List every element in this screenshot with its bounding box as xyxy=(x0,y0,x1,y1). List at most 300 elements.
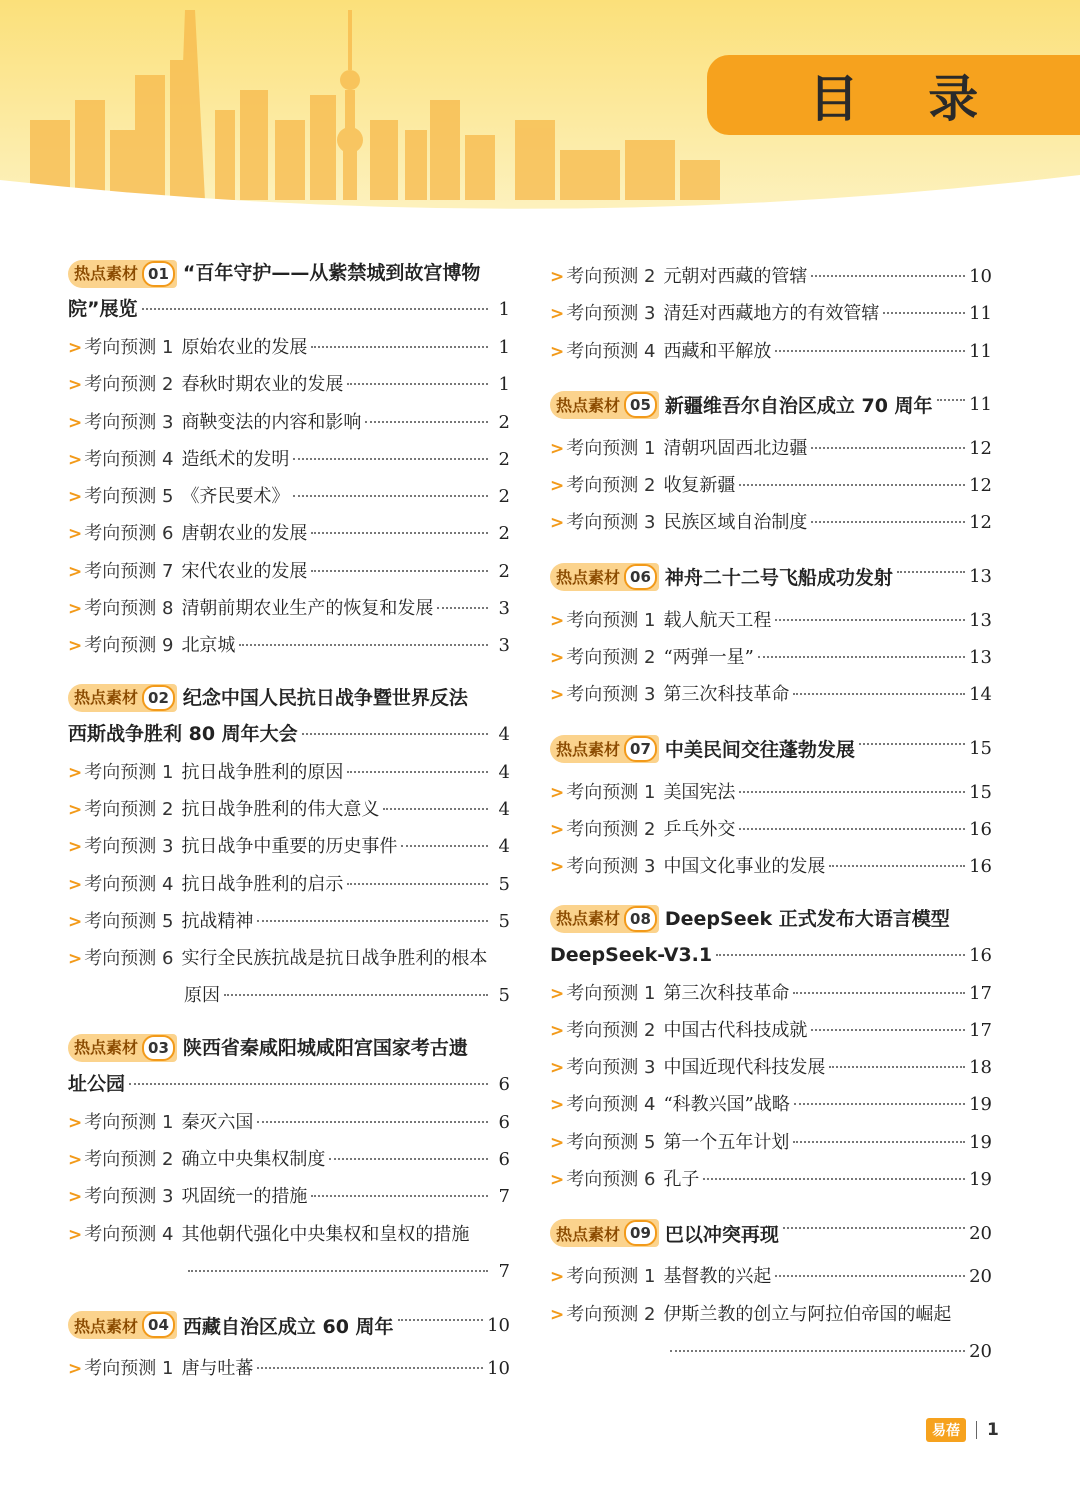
chevron-right-icon: > xyxy=(68,636,83,657)
chevron-right-icon: > xyxy=(550,685,565,706)
section-title-line1: 纪念中国人民抗日战争暨世界反法 xyxy=(182,686,468,709)
section-title-line1: 中美民间交往蓬勃发展 xyxy=(664,739,855,762)
entry-label: 考向预测 2 xyxy=(566,1019,656,1041)
entry-text: 北京城 xyxy=(181,635,236,657)
entry-text: 基督教的兴起 xyxy=(663,1266,772,1288)
entry-page: 16 xyxy=(969,856,992,878)
toc-entry[interactable] xyxy=(550,467,992,504)
entry-label: 考向预测 3 xyxy=(84,836,174,858)
hot-material-tag xyxy=(550,1219,659,1247)
entry-label: 考向预测 1 xyxy=(84,1111,174,1133)
tag-label: 热点素材 xyxy=(556,909,621,929)
section-title-cont[interactable] xyxy=(68,294,510,325)
toc-section xyxy=(550,388,992,542)
tag-number: 01 xyxy=(142,261,175,287)
tag-label: 热点素材 xyxy=(556,1224,621,1244)
toc-entry[interactable] xyxy=(68,1104,510,1141)
entry-page: 19 xyxy=(969,1131,992,1153)
entry-page: 4 xyxy=(498,798,510,820)
entry-label: 考向预测 3 xyxy=(566,512,656,534)
leader-dots xyxy=(293,458,488,460)
toc-entry[interactable] xyxy=(68,478,510,515)
leader-dots xyxy=(129,1083,488,1085)
entry-text: 伊斯兰教的创立与阿拉伯帝国的崛起 xyxy=(663,1303,952,1325)
leader-dots xyxy=(703,1178,965,1180)
entry-text: 清朝巩固西北边疆 xyxy=(663,437,808,459)
entry-page: 12 xyxy=(969,475,992,497)
entry-label: 考向预测 1 xyxy=(84,761,174,783)
entry-page: 4 xyxy=(498,836,510,858)
entry-text: 元朝对西藏的管辖 xyxy=(663,266,808,287)
toc-entry[interactable] xyxy=(550,811,992,848)
entry-label: 考向预测 1 xyxy=(566,781,656,803)
entry-text: 春秋时期农业的发展 xyxy=(181,374,344,396)
tag-number: 09 xyxy=(624,1220,657,1246)
tag-label: 热点素材 xyxy=(556,396,621,416)
entry-text: 中国文化事业的发展 xyxy=(663,856,826,878)
entry-page: 6 xyxy=(498,1111,510,1133)
entry-page: 16 xyxy=(969,818,992,840)
entry-text: 清朝前期农业生产的恢复和发展 xyxy=(181,598,434,620)
section-title[interactable] xyxy=(68,1033,510,1063)
entry-label: 考向预测 5 xyxy=(84,486,174,508)
entry-page: 11 xyxy=(969,303,992,325)
leader-dots xyxy=(311,570,488,572)
toc-entry[interactable] xyxy=(550,333,992,370)
entry-page: 7 xyxy=(498,1186,510,1208)
toc-entry[interactable] xyxy=(550,1161,992,1198)
entry-label: 考向预测 2 xyxy=(566,266,656,287)
toc-entry[interactable] xyxy=(550,602,992,639)
toc-entry[interactable] xyxy=(68,791,510,828)
toc-entry[interactable] xyxy=(550,1258,992,1295)
entry-label: 考向预测 3 xyxy=(566,1057,656,1079)
entry-text: 第一个五年计划 xyxy=(663,1131,790,1153)
entry-page: 13 xyxy=(969,609,992,631)
chevron-right-icon: > xyxy=(550,1095,565,1116)
toc-section xyxy=(550,732,992,886)
chevron-right-icon: > xyxy=(68,1112,83,1133)
entry-text: 唐与吐蕃 xyxy=(181,1358,254,1380)
leader-dots xyxy=(829,865,965,867)
chevron-right-icon: > xyxy=(550,476,565,497)
leader-dots xyxy=(383,808,488,810)
leader-dots xyxy=(793,992,965,994)
leader-dots xyxy=(347,883,488,885)
title-box xyxy=(707,55,1080,135)
leader-dots xyxy=(739,828,965,830)
entry-label: 考向预测 3 xyxy=(566,303,656,325)
section-title-line1: 神舟二十二号飞船成功发射 xyxy=(664,567,893,590)
chevron-right-icon: > xyxy=(550,438,565,459)
leader-dots xyxy=(794,1103,965,1105)
entry-text: 载人航天工程 xyxy=(663,609,772,631)
entry-page: 18 xyxy=(969,1057,992,1079)
section-title[interactable] xyxy=(550,904,992,934)
entry-text: “两弹一星” xyxy=(663,647,754,669)
entry-label: 考向预测 2 xyxy=(84,798,174,820)
section-title-line2: 院”展览 xyxy=(68,298,138,320)
chevron-right-icon: > xyxy=(550,341,565,362)
entry-label: 考向预测 8 xyxy=(84,598,174,620)
toc-entry[interactable] xyxy=(550,430,992,467)
toc-section xyxy=(68,1033,510,1290)
entry-page: 20 xyxy=(969,1266,992,1288)
toc-entry[interactable] xyxy=(550,1049,992,1086)
toc-section xyxy=(550,904,992,1199)
tag-label: 热点素材 xyxy=(74,263,139,283)
entry-text: 唐朝农业的发展 xyxy=(181,523,308,545)
entry-page: 19 xyxy=(969,1169,992,1191)
chevron-right-icon: > xyxy=(68,837,83,858)
entry-text: 清廷对西藏地方的有效管辖 xyxy=(663,303,880,325)
leader-dots xyxy=(937,399,966,401)
entry-page: 2 xyxy=(498,448,510,470)
section-title[interactable] xyxy=(550,388,992,422)
toc-entry[interactable] xyxy=(550,1124,992,1161)
footer-divider xyxy=(976,1421,977,1439)
brand-logo: 易蓓 xyxy=(926,1418,966,1442)
entry-label: 考向预测 4 xyxy=(566,340,656,362)
leader-dots xyxy=(883,312,965,314)
chevron-right-icon: > xyxy=(68,911,83,932)
entry-label: 考向预测 9 xyxy=(84,635,174,657)
toc-entry-cont[interactable] xyxy=(68,977,510,1014)
toc-entry[interactable] xyxy=(68,553,510,590)
chevron-right-icon: > xyxy=(68,1359,83,1380)
section-title-line2: 西斯战争胜利 80 周年大会 xyxy=(68,722,298,745)
chevron-right-icon: > xyxy=(68,599,83,620)
chevron-right-icon: > xyxy=(68,487,83,508)
entry-label: 考向预测 3 xyxy=(566,856,656,878)
toc-entry[interactable] xyxy=(68,1350,510,1387)
section-title-cont[interactable] xyxy=(68,719,510,750)
leader-dots xyxy=(793,1141,965,1143)
chevron-right-icon: > xyxy=(68,561,83,582)
toc-entry[interactable] xyxy=(68,866,510,903)
entry-text: 抗日战争胜利的伟大意义 xyxy=(181,798,380,820)
entry-page: 2 xyxy=(498,523,510,545)
entry-text: 乒乓外交 xyxy=(663,818,736,840)
leader-dots xyxy=(783,1227,965,1229)
leader-dots xyxy=(347,771,488,773)
section-title-line1: 新疆维吾尔自治区成立 70 周年 xyxy=(664,395,933,418)
entry-label: 考向预测 1 xyxy=(566,609,656,631)
entry-text: 抗日战争胜利的启示 xyxy=(181,873,344,895)
toc-entry[interactable] xyxy=(550,639,992,676)
entry-text: 孔子 xyxy=(663,1169,700,1191)
entry-label: 考向预测 1 xyxy=(566,437,656,459)
section-page: 4 xyxy=(498,723,510,745)
entry-text: 美国宪法 xyxy=(663,781,736,803)
entry-text: 巩固统一的措施 xyxy=(181,1186,308,1208)
tag-number: 07 xyxy=(624,736,657,762)
hot-material-tag xyxy=(68,1034,177,1062)
leader-dots xyxy=(775,619,965,621)
toc-entry[interactable] xyxy=(68,903,510,940)
leader-dots xyxy=(311,1195,488,1197)
entry-label: 考向预测 4 xyxy=(84,1223,174,1245)
section-title-line1: “百年守护——从紫禁城到故宫博物 xyxy=(182,262,481,284)
leader-dots xyxy=(257,920,488,922)
leader-dots xyxy=(188,1270,488,1272)
chevron-right-icon: > xyxy=(550,648,565,669)
chevron-right-icon: > xyxy=(550,782,565,803)
chevron-right-icon: > xyxy=(550,1132,565,1153)
leader-dots xyxy=(329,1158,488,1160)
leader-dots xyxy=(739,791,965,793)
toc-entry-cont[interactable] xyxy=(68,1253,510,1290)
chevron-right-icon: > xyxy=(68,524,83,545)
entry-page: 3 xyxy=(498,598,510,620)
entry-text: 收复新疆 xyxy=(663,475,736,497)
toc-entry[interactable] xyxy=(550,975,992,1012)
chevron-right-icon: > xyxy=(68,412,83,433)
chevron-right-icon: > xyxy=(68,1150,83,1171)
chevron-right-icon: > xyxy=(68,449,83,470)
toc-section xyxy=(550,560,992,714)
chevron-right-icon: > xyxy=(68,762,83,783)
chevron-right-icon: > xyxy=(68,1224,83,1245)
toc-entry[interactable] xyxy=(550,1296,992,1333)
entry-page: 5 xyxy=(498,873,510,895)
entry-text: 第三次科技革命 xyxy=(663,982,790,1004)
entry-page: 19 xyxy=(969,1094,992,1116)
section-title-line2: 址公园 xyxy=(68,1072,126,1095)
entry-page: 12 xyxy=(969,437,992,459)
hot-material-tag xyxy=(68,684,177,712)
entry-page: 1 xyxy=(498,374,510,396)
chevron-right-icon: > xyxy=(550,1058,565,1079)
entry-label: 考向预测 1 xyxy=(84,337,174,358)
entry-page: 2 xyxy=(498,486,510,508)
entry-page: 17 xyxy=(969,982,992,1004)
tag-label: 热点素材 xyxy=(74,1316,139,1336)
chevron-right-icon: > xyxy=(550,857,565,878)
section-page: 16 xyxy=(969,944,992,966)
entry-label: 考向预测 2 xyxy=(84,1149,174,1171)
entry-label: 考向预测 1 xyxy=(566,982,656,1004)
entry-text: 第三次科技革命 xyxy=(663,684,790,706)
entry-label: 考向预测 4 xyxy=(84,448,174,470)
section-page: 15 xyxy=(969,738,992,760)
tag-number: 02 xyxy=(142,685,175,711)
entry-text: 确立中央集权制度 xyxy=(181,1149,326,1171)
leader-dots xyxy=(347,383,488,385)
chevron-right-icon: > xyxy=(550,1020,565,1041)
entry-page: 1 xyxy=(498,337,510,358)
leader-dots xyxy=(811,275,965,277)
toc-section xyxy=(550,1216,992,1370)
leader-dots xyxy=(793,693,965,695)
section-title[interactable] xyxy=(68,258,510,288)
leader-dots xyxy=(859,743,965,745)
toc-right-column xyxy=(550,258,992,1388)
hot-material-tag xyxy=(550,563,659,591)
toc-entry[interactable] xyxy=(68,940,510,977)
toc-entry[interactable] xyxy=(550,848,992,885)
toc-entry[interactable] xyxy=(550,1086,992,1123)
chevron-right-icon: > xyxy=(68,338,83,358)
chevron-right-icon: > xyxy=(550,1304,565,1325)
chevron-right-icon: > xyxy=(550,819,565,840)
leader-dots xyxy=(257,1367,483,1369)
entry-label: 考向预测 2 xyxy=(566,475,656,497)
entry-text: 商鞅变法的内容和影响 xyxy=(181,411,362,433)
leader-dots xyxy=(758,656,965,658)
entry-text: 其他朝代强化中央集权和皇权的措施 xyxy=(181,1223,470,1245)
leader-dots xyxy=(811,1029,965,1031)
entry-text: 民族区域自治制度 xyxy=(663,512,808,534)
entry-page: 3 xyxy=(498,635,510,657)
section-title[interactable] xyxy=(550,732,992,766)
leader-dots xyxy=(775,1275,965,1277)
entry-page: 6 xyxy=(498,1149,510,1171)
tag-number: 06 xyxy=(624,564,657,590)
section-page: 13 xyxy=(969,566,992,588)
toc-entry[interactable] xyxy=(68,329,510,366)
toc-section xyxy=(68,683,510,1015)
tag-label: 热点素材 xyxy=(74,688,139,708)
entry-text-cont: 原因 xyxy=(184,985,220,1007)
chevron-right-icon: > xyxy=(68,949,83,970)
leader-dots xyxy=(437,607,488,609)
entry-label: 考向预测 1 xyxy=(566,1266,656,1288)
toc-entry[interactable] xyxy=(68,1178,510,1215)
entry-page: 20 xyxy=(969,1340,992,1362)
entry-text: 秦灭六国 xyxy=(181,1111,254,1133)
entry-label: 考向预测 5 xyxy=(84,910,174,932)
leader-dots xyxy=(716,954,965,956)
hot-material-tag xyxy=(68,1311,177,1339)
tag-label: 热点素材 xyxy=(556,740,621,760)
toc-entry[interactable] xyxy=(550,295,992,332)
section-page: 1 xyxy=(498,299,510,320)
toc-entry[interactable] xyxy=(550,774,992,811)
leader-dots xyxy=(811,521,965,523)
hot-material-tag xyxy=(68,260,177,288)
leader-dots xyxy=(670,1350,965,1352)
footer xyxy=(926,1418,999,1442)
toc-entry[interactable] xyxy=(550,258,992,295)
entry-page: 4 xyxy=(498,761,510,783)
entry-page: 17 xyxy=(969,1019,992,1041)
tag-number: 08 xyxy=(624,906,657,932)
tag-label: 热点素材 xyxy=(556,568,621,588)
entry-page: 7 xyxy=(498,1260,510,1282)
chevron-right-icon: > xyxy=(550,304,565,325)
tag-label: 热点素材 xyxy=(74,1038,139,1058)
section-title[interactable] xyxy=(68,1308,510,1342)
toc-entry[interactable] xyxy=(550,504,992,541)
toc-entry[interactable] xyxy=(68,828,510,865)
entry-text: 原始农业的发展 xyxy=(181,337,308,358)
toc-entry-cont[interactable] xyxy=(550,1333,992,1370)
chevron-right-icon: > xyxy=(550,1170,565,1191)
toc-section xyxy=(68,258,510,665)
section-title[interactable] xyxy=(68,683,510,713)
entry-text: 抗日战争胜利的原因 xyxy=(181,761,344,783)
entry-label: 考向预测 5 xyxy=(566,1131,656,1153)
toc-entry[interactable] xyxy=(68,515,510,552)
chevron-right-icon: > xyxy=(68,1187,83,1208)
hot-material-tag xyxy=(550,905,659,933)
leader-dots xyxy=(398,1319,484,1321)
leader-dots xyxy=(401,845,488,847)
page-number: 1 xyxy=(987,1420,999,1440)
entry-page: 5 xyxy=(498,985,510,1007)
page-title: 目 录 xyxy=(808,70,1005,128)
section-page: 10 xyxy=(487,1314,510,1336)
leader-dots xyxy=(302,733,488,735)
tag-number: 03 xyxy=(142,1035,175,1061)
toc-entry[interactable] xyxy=(68,590,510,627)
entry-page: 11 xyxy=(969,340,992,362)
toc-entry[interactable] xyxy=(68,1141,510,1178)
section-title-cont[interactable] xyxy=(550,940,992,971)
entry-text: 《齐民要术》 xyxy=(181,486,290,508)
entry-page: 10 xyxy=(969,266,992,287)
section-title-line1: DeepSeek 正式发布大语言模型 xyxy=(664,907,950,930)
chevron-right-icon: > xyxy=(68,375,83,396)
toc-left-column xyxy=(68,258,510,1406)
toc-entry[interactable] xyxy=(550,676,992,713)
section-title-line1: 巴以冲突再现 xyxy=(664,1223,779,1246)
leader-dots xyxy=(239,644,488,646)
entry-label: 考向预测 6 xyxy=(84,523,174,545)
toc-entry[interactable] xyxy=(68,404,510,441)
section-title-line2: DeepSeek-V3.1 xyxy=(550,943,713,966)
toc-entry[interactable] xyxy=(68,627,510,664)
chevron-right-icon: > xyxy=(550,983,565,1004)
chevron-right-icon: > xyxy=(550,267,565,287)
chevron-right-icon: > xyxy=(68,874,83,895)
chevron-right-icon: > xyxy=(550,513,565,534)
entry-label: 考向预测 3 xyxy=(84,1186,174,1208)
entry-label: 考向预测 2 xyxy=(566,1303,656,1325)
entry-text: 抗战精神 xyxy=(181,910,254,932)
section-title-cont[interactable] xyxy=(68,1069,510,1100)
section-title-line1: 陕西省秦咸阳城咸阳宫国家考古遗 xyxy=(182,1036,468,1059)
section-title[interactable] xyxy=(550,560,992,594)
leader-dots xyxy=(257,1121,488,1123)
chevron-right-icon: > xyxy=(550,1267,565,1288)
toc-entry[interactable] xyxy=(68,1216,510,1253)
chevron-right-icon: > xyxy=(550,610,565,631)
entry-page: 14 xyxy=(969,684,992,706)
entry-label: 考向预测 7 xyxy=(84,560,174,582)
entry-label: 考向预测 2 xyxy=(566,818,656,840)
entry-text: 抗日战争中重要的历史事件 xyxy=(181,836,398,858)
entry-page: 15 xyxy=(969,781,992,803)
section-title[interactable] xyxy=(550,1216,992,1250)
leader-dots xyxy=(739,484,965,486)
entry-label: 考向预测 4 xyxy=(566,1094,656,1116)
entry-text: 中国古代科技成就 xyxy=(663,1019,808,1041)
toc-entry[interactable] xyxy=(68,754,510,791)
leader-dots xyxy=(775,350,965,352)
toc-entry[interactable] xyxy=(550,1012,992,1049)
entry-text: 宋代农业的发展 xyxy=(181,560,308,582)
entry-label: 考向预测 2 xyxy=(566,647,656,669)
entry-label: 考向预测 3 xyxy=(84,411,174,433)
entry-text: 实行全民族抗战是抗日战争胜利的根本 xyxy=(181,948,488,970)
toc-entry[interactable] xyxy=(68,366,510,403)
entry-page: 2 xyxy=(498,560,510,582)
leader-dots xyxy=(365,421,488,423)
toc-entry[interactable] xyxy=(68,441,510,478)
leader-dots xyxy=(811,447,965,449)
